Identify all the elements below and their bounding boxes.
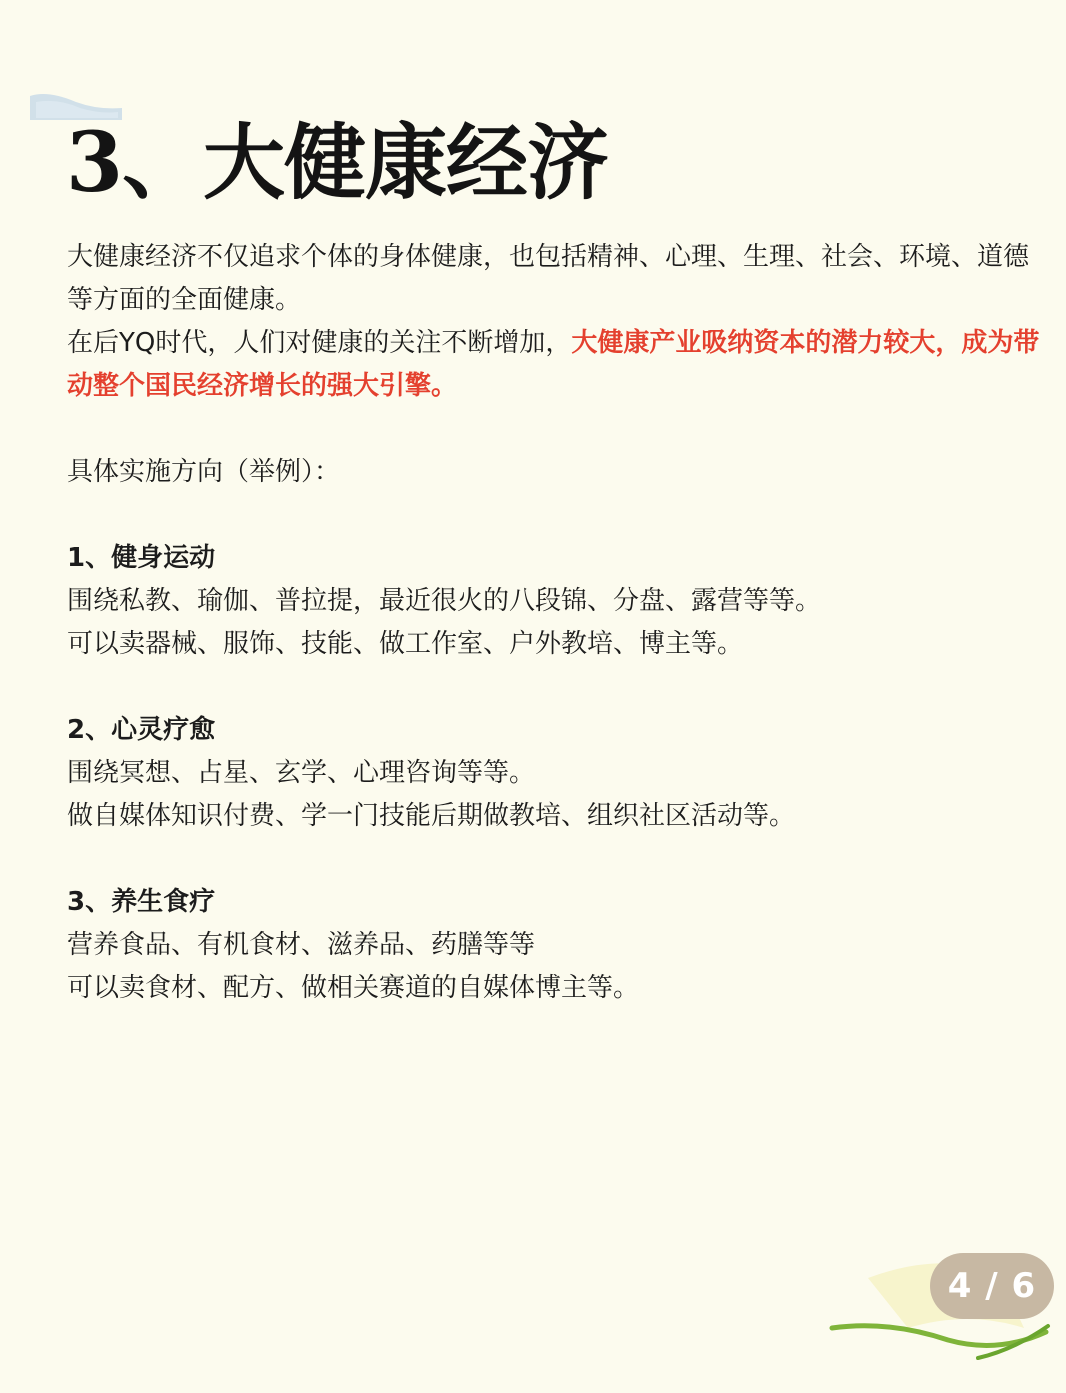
section-heading: 1、健身运动 bbox=[67, 543, 216, 573]
section-diet bbox=[67, 881, 1042, 1010]
section-heading: 2、心灵疗愈 bbox=[67, 715, 216, 745]
section-healing bbox=[67, 709, 1042, 838]
section-heading: 3、养生食疗 bbox=[67, 887, 216, 917]
section-line: 可以卖食材、配方、做相关赛道的自媒体博主等。 bbox=[67, 973, 640, 1003]
section-line: 围绕私教、瑜伽、普拉提，最近很火的八段锦、分盘、露营等等。 bbox=[67, 586, 822, 616]
section-line: 做自媒体知识付费、学一门技能后期做教培、组织社区活动等。 bbox=[67, 801, 796, 831]
section-fitness bbox=[67, 537, 1042, 666]
directions-label: 具体实施方向（举例）： bbox=[67, 457, 341, 487]
section-line: 可以卖器械、服饰、技能、做工作室、户外教培、博主等。 bbox=[67, 629, 744, 659]
intro-line-2: 在后YQ时代，人们对健康的关注不断增加， bbox=[67, 328, 572, 358]
section-line: 营养食品、有机食材、滋养品、药膳等等 bbox=[67, 930, 536, 960]
page-indicator-text: 4 / 6 bbox=[947, 1266, 1037, 1306]
intro-highlight: 大健康产业吸纳资本的潜力较大，成为带动整个国民经济增长的强大引擎。 bbox=[67, 328, 1040, 401]
section-line: 围绕冥想、占星、玄学、心理咨询等等。 bbox=[67, 758, 536, 788]
intro-paragraph bbox=[67, 236, 1042, 408]
intro-line-1: 大健康经济不仅追求个体的身体健康，也包括精神、心理、生理、社会、环境、道德等方面的全面健康。 bbox=[67, 242, 1030, 315]
page-indicator-badge[interactable] bbox=[930, 1253, 1054, 1319]
page-title: 3、大健康经济 bbox=[66, 115, 609, 211]
main-content bbox=[67, 236, 1042, 1010]
